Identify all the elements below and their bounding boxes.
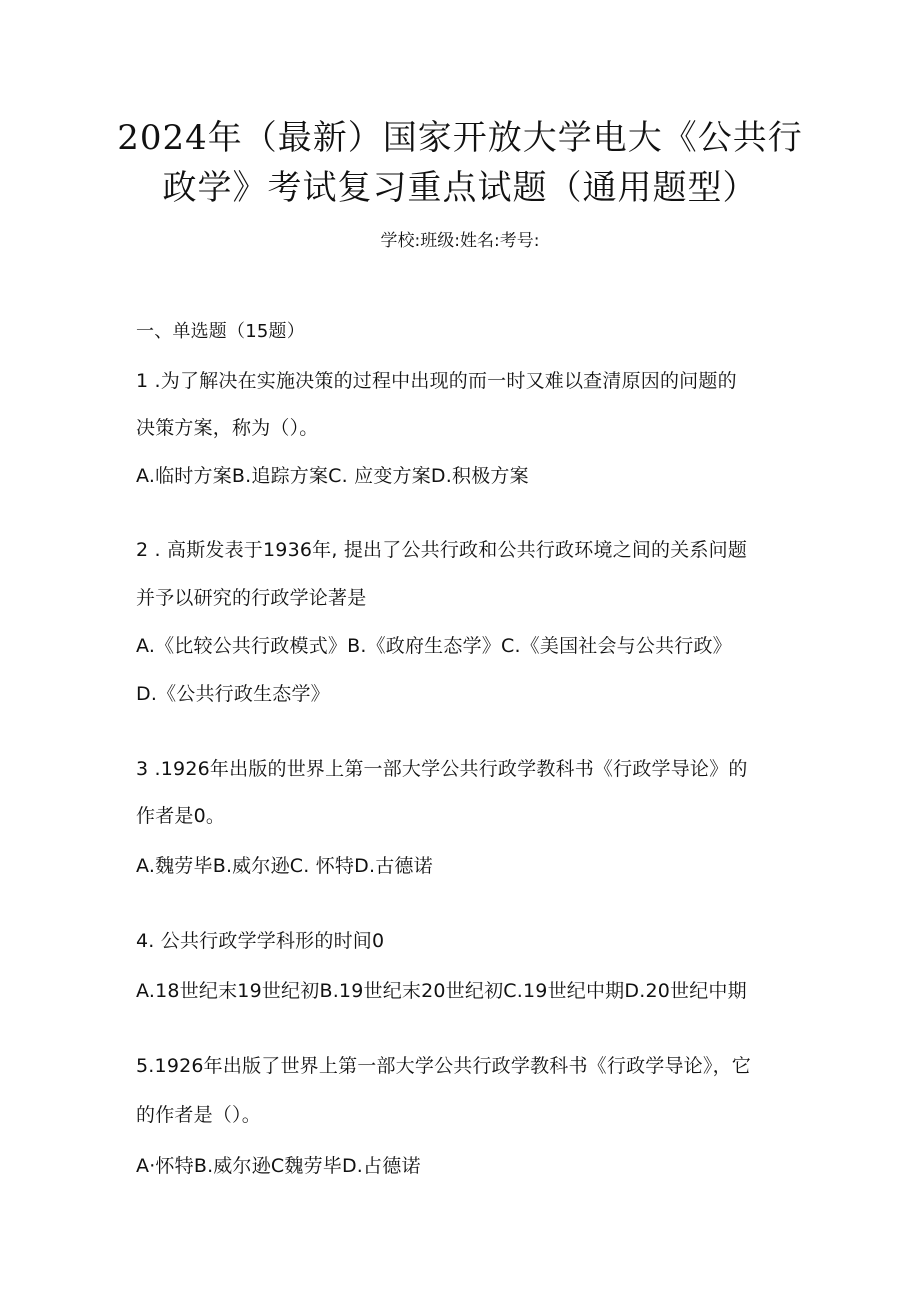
question-2-text-line-2: 并予以研究的行政学论著是 — [136, 587, 367, 609]
question-5-text-line-1: 5.1926年出版了世界上第一部大学公共行政学教科书《行政学导论》，它 — [136, 1055, 751, 1077]
question-1-options: A.临时方案B.追踪方案C. 应变方案D.积极方案 — [136, 465, 529, 487]
question-3-text-line-2: 作者是0。 — [136, 805, 226, 827]
question-5-options: A·怀特B.威尔逊C魏劳毕D.占德诺 — [136, 1155, 421, 1177]
question-2-options: A.《比较公共行政模式》B.《政府生态学》C.《美国社会与公共行政》 — [136, 635, 732, 657]
question-3-options: A.魏劳毕B.威尔逊C. 怀特D.古德诺 — [136, 855, 433, 877]
question-5-text-line-2: 的作者是（）。 — [136, 1104, 261, 1126]
section-heading: 一、单选题（15题） — [136, 321, 305, 342]
question-2-text-line-1: 2 . 高斯发表于1936年, 提出了公共行政和公共行政环境之间的关系问题 — [136, 539, 748, 561]
question-4-options: A.18世纪末19世纪初B.19世纪末20世纪初C.19世纪中期D.20世纪中期 — [136, 980, 747, 1002]
question-3-text-line-1: 3 .1926年出版的世界上第一部大学公共行政学教科书《行政学导论》的 — [136, 758, 748, 780]
student-info-line: 学校:班级:姓名:考号: — [380, 231, 540, 251]
document-title-line-1: 2024年（最新）国家开放大学电大《公共行 — [117, 118, 803, 158]
question-4-text-line-1: 4. 公共行政学学科形的时间0 — [136, 930, 385, 952]
question-1-text-line-1: 1 .为了解决在实施决策的过程中出现的而一时又难以查清原因的问题的 — [136, 370, 737, 392]
question-1-text-line-2: 决策方案，称为（）。 — [136, 417, 319, 439]
document-title-line-2: 政学》考试复习重点试题（通用题型） — [162, 168, 758, 208]
question-2-options-line-2: D.《公共行政生态学》 — [136, 683, 330, 705]
